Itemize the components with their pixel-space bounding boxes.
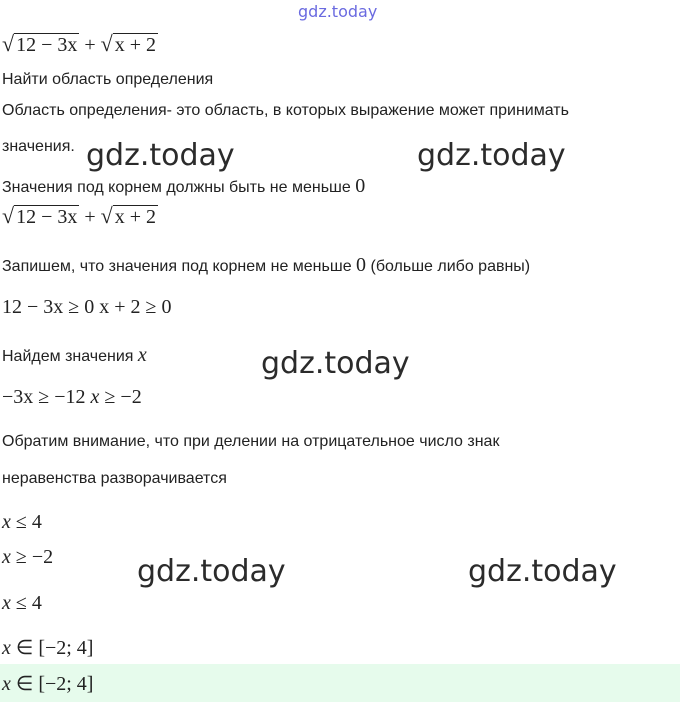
- watermark-3: gdz.today: [261, 346, 410, 381]
- note-line-1: Обратим внимание, что при делении на отрицательное число знак: [2, 433, 500, 450]
- sqrt-3: √ 12 − 3x: [2, 203, 78, 228]
- r3-left: x: [2, 592, 11, 614]
- plus-sign: +: [84, 34, 96, 56]
- ineq1-right: 0: [84, 296, 95, 318]
- sqrt-2: √ x + 2: [100, 31, 156, 56]
- sqrt-4: √ x + 2: [100, 203, 156, 228]
- ge-sign-1: ≥: [68, 296, 80, 318]
- expression-2: [2, 204, 158, 229]
- r2-right: −2: [31, 546, 54, 568]
- task-text: Найти область определения: [2, 71, 214, 88]
- step-right-1: −12: [54, 386, 86, 408]
- interval-1: [2, 636, 93, 660]
- definition-line-2: значения.: [2, 138, 75, 155]
- under-root-text: [2, 174, 365, 198]
- ge-sign-3: ≥: [38, 386, 50, 408]
- interval-var: x: [2, 637, 11, 659]
- r1-left: x: [2, 511, 11, 533]
- zero-value: 0: [355, 175, 366, 197]
- step-left-1: −3x: [2, 386, 34, 408]
- radicand-2: x + 2: [114, 34, 156, 56]
- answer: [2, 672, 93, 696]
- answer-highlight: [0, 664, 680, 702]
- watermark-2: gdz.today: [417, 138, 566, 173]
- in-sign: ∈: [15, 637, 34, 659]
- ineq2-left: x + 2: [99, 296, 141, 318]
- watermark-top: gdz.today: [298, 2, 378, 21]
- ge-sign-2: ≥: [145, 296, 157, 318]
- step-right-2: −2: [120, 386, 142, 408]
- result-2: [2, 545, 53, 569]
- var-x: x: [137, 344, 147, 366]
- inequalities-1: [2, 295, 172, 319]
- sqrt-1: √ 12 − 3x: [2, 31, 78, 56]
- le-sign-1: ≤: [15, 511, 27, 533]
- r2-left: x: [2, 546, 11, 568]
- interval-value: [−2; 4]: [38, 637, 94, 659]
- radicand-4: x + 2: [114, 206, 156, 228]
- ge-sign-5: ≥: [15, 546, 27, 568]
- watermark-4: gdz.today: [137, 554, 286, 589]
- ge-sign-4: ≥: [104, 386, 116, 408]
- plus-sign-2: +: [84, 206, 96, 228]
- under-root-label: Значения под корнем должны быть не меньше: [2, 179, 351, 196]
- answer-interval: [−2; 4]: [38, 673, 94, 695]
- le-sign-2: ≤: [15, 592, 27, 614]
- ineq1-left: 12 − 3x: [2, 296, 64, 318]
- watermark-1: gdz.today: [86, 138, 235, 173]
- radicand-3: 12 − 3x: [16, 206, 78, 228]
- result-1: [2, 510, 42, 534]
- expression-1: [2, 32, 158, 57]
- write-label: Запишем, что значения под корнем не меньше: [2, 258, 352, 275]
- find-label: Найдем значения: [2, 348, 134, 365]
- r3-right: 4: [31, 592, 42, 614]
- inequalities-2: [2, 385, 142, 409]
- radicand-1: 12 − 3x: [16, 34, 78, 56]
- write-text: [2, 253, 530, 277]
- zero-value-2: 0: [356, 254, 367, 276]
- definition-line-1: Область определения- это область, в которых выражение может принимать: [2, 102, 569, 119]
- answer-in-sign: ∈: [15, 673, 34, 695]
- answer-var: x: [2, 673, 11, 695]
- ineq2-right: 0: [161, 296, 172, 318]
- find-text: [2, 343, 147, 367]
- result-3: [2, 591, 42, 615]
- watermark-5: gdz.today: [468, 554, 617, 589]
- r1-right: 4: [31, 511, 42, 533]
- step-left-2: x: [90, 386, 100, 408]
- write-suffix: (больше либо равны): [370, 258, 531, 275]
- note-line-2: неравенства разворачивается: [2, 470, 227, 487]
